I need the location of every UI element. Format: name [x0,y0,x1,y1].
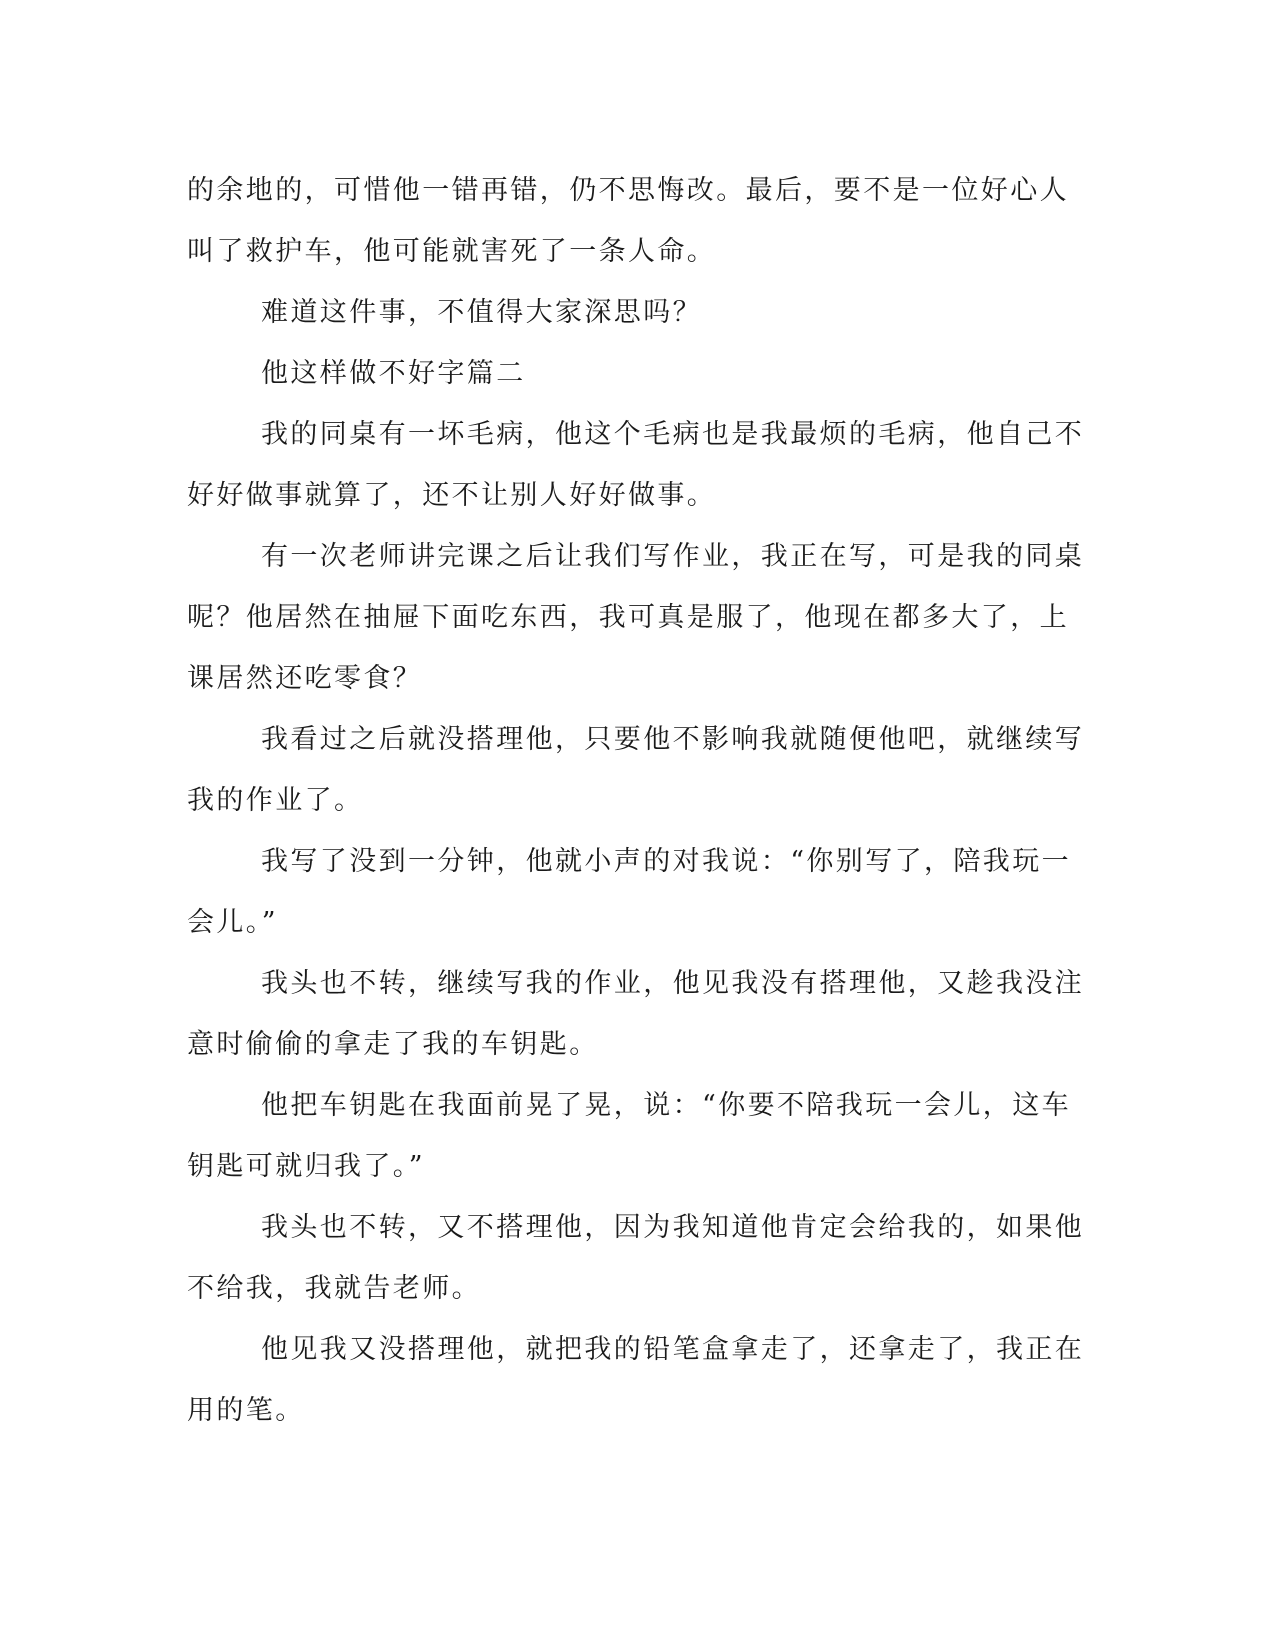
section-heading [187,343,1072,404]
text-line: 叫了救护车，他可能就害死了一条人命。 [187,236,717,267]
text-line: 好好做事就算了，还不让别人好好做事。 [187,480,717,511]
paragraph [187,953,1085,1075]
paragraph [187,1319,1085,1441]
text-line: 的余地的，可惜他一错再错，仍不思悔改。最后，要不是一位好心人 [187,175,1069,206]
text-line: 有一次老师讲完课之后让我们写作业，我正在写，可是我的同桌 [261,541,1085,572]
paragraph [187,404,1085,526]
text-line: 他把车钥匙在我面前晃了晃，说：“你要不陪我玩一会儿，这车 [261,1090,1072,1121]
paragraph [187,1075,1072,1197]
text-line: 呢？他居然在抽屉下面吃东西，我可真是服了，他现在都多大了，上 [187,602,1069,633]
text-line: 我的同桌有一坏毛病，他这个毛病也是我最烦的毛病，他自己不 [261,419,1085,450]
paragraph [187,160,1072,282]
text-line: 难道这件事，不值得大家深思吗？ [261,297,702,328]
text-line: 用的笔。 [187,1395,305,1426]
text-line: 他这样做不好字篇二 [261,358,526,389]
text-line: 我看过之后就没搭理他，只要他不影响我就随便他吧，就继续写 [261,724,1085,755]
paragraph [187,526,1085,709]
text-line: 我头也不转，继续写我的作业，他见我没有搭理他，又趁我没注 [261,968,1085,999]
text-line: 我的作业了。 [187,785,364,816]
text-line: 我写了没到一分钟，他就小声的对我说：“你别写了，陪我玩一 [261,846,1072,877]
paragraph [187,831,1072,953]
text-line: 我头也不转，又不搭理他，因为我知道他肯定会给我的，如果他 [261,1212,1085,1243]
text-line: 会儿。” [187,907,278,938]
document-body [187,160,1085,1441]
text-line: 意时偷偷的拿走了我的车钥匙。 [187,1029,599,1060]
paragraph [187,1197,1085,1319]
text-line: 钥匙可就归我了。” [187,1151,425,1182]
text-line: 不给我，我就告老师。 [187,1273,481,1304]
paragraph [187,282,1072,343]
paragraph [187,709,1085,831]
text-line: 课居然还吃零食？ [187,663,423,694]
text-line: 他见我又没搭理他，就把我的铅笔盒拿走了，还拿走了，我正在 [261,1334,1085,1365]
